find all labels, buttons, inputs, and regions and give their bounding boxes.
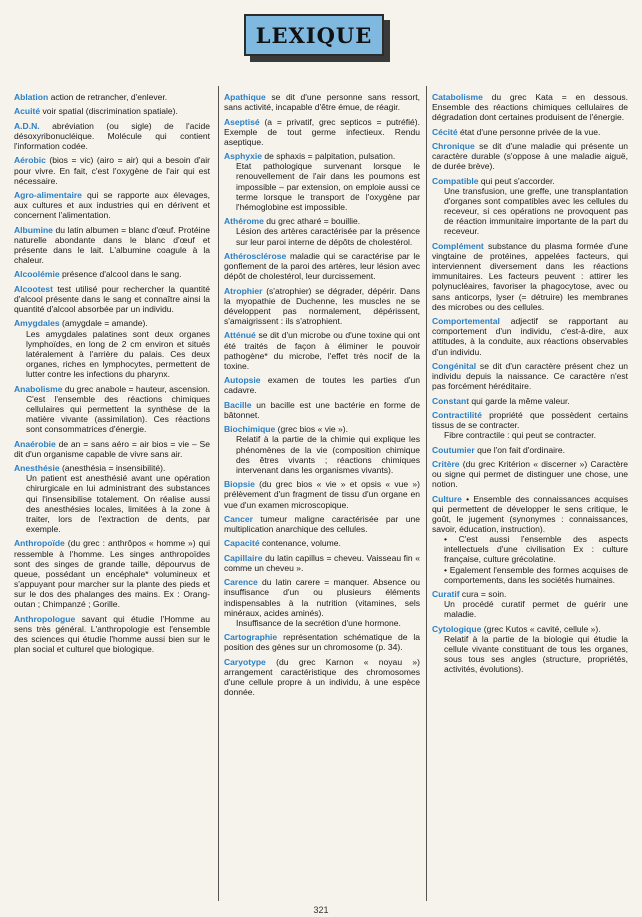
glossary-entry (14, 92, 210, 102)
entry-definition (14, 473, 210, 534)
entry-definition (432, 186, 628, 237)
glossary-entry (432, 410, 628, 440)
entry-definition (224, 92, 420, 112)
entry-text: du latin albumen = blanc d'œuf. Protéine naturelle abondante dans le blanc d'œuf et présente dans le lait. L'albumine coagule à la chaleur. (14, 224, 211, 266)
entry-text: propriété que possèdent certains tissus de se contracter. (432, 409, 628, 431)
entry-term: Caryotype (224, 656, 266, 667)
entry-term: Chronique (432, 141, 475, 151)
entry-text: savant qui étudie l'Homme au sens très général. L'anthropologie est l'ensemble des sciences qui étudie l'homme aussi bien sur le plan social et culturel que biologique. (14, 613, 210, 655)
entry-term: Bacille (224, 399, 252, 410)
entry-text: test utilisé pour rechercher la quantité d'alcool présente dans le sang et connaître ainsi la quantité d'alcool absorbée par un individu. (14, 283, 211, 315)
glossary-entry (432, 241, 628, 312)
entry-definition (432, 430, 628, 440)
glossary-column-3 (432, 92, 628, 679)
entry-definition (224, 117, 420, 147)
entry-term: Asphyxie (224, 151, 263, 162)
entry-term: Curatif (432, 589, 460, 600)
entry-definition (432, 565, 628, 585)
entry-term: Comportemental (432, 316, 500, 327)
entry-definition (432, 241, 628, 312)
column-divider (426, 86, 427, 901)
entry-text: • C'est aussi l'ensemble des aspects intellectuels d'une civilisation Ex : culture française, culture grécolatine. (444, 534, 628, 565)
entry-term: Anabolisme (14, 383, 63, 394)
entry-term: Anthropologue (14, 613, 76, 624)
glossary-entry (432, 92, 628, 122)
entry-definition (224, 514, 420, 534)
entry-term: Cancer (224, 513, 253, 524)
entry-definition (14, 190, 210, 220)
entry-definition (224, 251, 420, 281)
entry-term: Anthropoïde (14, 538, 65, 549)
entry-text: présence d'alcool dans le sang. (61, 269, 182, 280)
entry-text: tumeur maligne caractérisée par une multiplication anarchique des cellules. (224, 513, 420, 534)
entry-term: Contractilité (432, 409, 482, 420)
entry-text: (s'atrophier) se dégrader, dépérir. Dans la myopathie de Duchenne, les muscles ne se développent pas normalement, dépérissent, s'amaigrissent : ils s'atrophient. (224, 285, 420, 327)
glossary-entry (224, 117, 420, 147)
entry-definition (14, 614, 210, 655)
entry-term: Alcootest (14, 283, 53, 294)
page-title: LEXIQUE (255, 22, 373, 48)
entry-term: Anesthésie (14, 463, 60, 474)
glossary-entry (14, 121, 210, 151)
entry-definition (14, 269, 210, 279)
glossary-entry (224, 632, 420, 652)
entry-definition (432, 176, 628, 186)
entry-text: abréviation (ou sigle) de l'acide désoxyribonucléique. Molécule qui contient l'information codée. (14, 120, 211, 151)
glossary-entry (14, 538, 210, 609)
entry-definition (432, 634, 628, 675)
glossary-entry (14, 384, 210, 435)
entry-definition (432, 92, 628, 122)
entry-text: Etat pathologique survenant lorsque le renouvellement de l'air dans les poumons est impossible – par extension, on emploie aussi ce terme lorsque le transport de l'oxygène par l'hémoglobine est impossible. (236, 161, 420, 212)
entry-text: que l'on fait d'ordinaire. (477, 444, 565, 455)
entry-term: Autopsie (224, 375, 261, 386)
entry-definition (224, 618, 420, 628)
entry-text: se dit d'un caractère présent chez un individu depuis la naissance. Ce caractère n'est pas forcément héréditaire. (432, 360, 629, 392)
glossary-entry (432, 176, 628, 237)
glossary-entry (224, 151, 420, 212)
entry-text: maladie qui se caractérise par le gonflement de la paroi des artères, leur lésion avec dépôt de cholestérol, leur durcissement. (224, 250, 420, 282)
entry-text: (bios = vic) (airo = air) qui a besoin d'air pour vivre. En fait, c'est l'oxygène de l'air qui est nécessaire. (14, 155, 211, 186)
entry-definition (14, 439, 210, 459)
glossary-entry (14, 155, 210, 185)
entry-text: du grec Kata = en dessous. Ensemble des réactions chimiques cellulaires de dégradation dont certaines produisent de l'énergie. (432, 92, 629, 123)
glossary-entry (432, 494, 628, 585)
entry-text: se dit d'une personne sans ressort, sans activité, incapable d'être émue, de réagir. (224, 92, 421, 113)
glossary-entry (224, 92, 420, 112)
glossary-entry (224, 424, 420, 475)
entry-term: Ablation (14, 92, 49, 102)
entry-text: qui se rapporte aux élevages, aux cultures et aux industries qui en dérivent et concernent l'alimentation. (14, 190, 210, 221)
entry-definition (224, 161, 420, 212)
entry-definition (224, 330, 420, 371)
entry-term: Alcoolémie (14, 269, 60, 280)
entry-text: voir spatial (discrimination spatiale). (42, 106, 178, 117)
glossary-entry (432, 141, 628, 171)
entry-term: Athérome (224, 216, 264, 227)
entry-text: • Egalement l'ensemble des formes acquises de comportements, dans les sociétés humaines. (444, 564, 628, 585)
glossary-entry (14, 463, 210, 534)
entry-definition (224, 226, 420, 246)
entry-term: Apathique (224, 92, 266, 102)
glossary-entry (224, 657, 420, 698)
entry-definition (432, 316, 628, 357)
entry-text: Les amygdales palatines sont deux organes lymphoïdes, en long de 2 cm environ et situés latéralement à l'arrière du palais. Ces deux organes, riches en lymphocytes, permettent de lutter contre les infections du pharynx. (26, 328, 210, 380)
entry-term: Cartographie (224, 632, 278, 643)
entry-text: Insuffisance de la secrétion d'une hormone. (236, 617, 401, 628)
entry-term: A.D.N. (14, 120, 40, 131)
entry-term: Capacité (224, 538, 260, 549)
entry-definition (432, 141, 628, 171)
entry-text: (a = privatif, grec septicos = putréfié). Exemple de tout germe infectieux. Rendu aseptique. (224, 116, 421, 147)
glossary-entry (432, 316, 628, 357)
page-title-box (244, 14, 384, 56)
entry-text: Relatif à la partie de la chimie qui explique les phénomènes de la vie (composition chimique des êtres vivants ; réactions chimiques intervenant dans les organismes vivants). (236, 434, 420, 475)
glossary-entry (224, 216, 420, 246)
entry-text: • Ensemble des connaissances acquises qui permettent de développer le sens critique, le goût, le jugement (synonymes : connaissances, savoir, éducation, instruction). (432, 493, 628, 534)
glossary-entry (14, 225, 210, 266)
entry-definition (224, 216, 420, 226)
entry-text: du grec anabole = hauteur, ascension. (64, 383, 210, 394)
glossary-entry (224, 400, 420, 420)
entry-text: (anesthésia = insensibilité). (61, 463, 166, 474)
entry-term: Carence (224, 577, 258, 588)
glossary-entry (224, 553, 420, 573)
entry-term: Aseptisé (224, 116, 260, 127)
glossary-entry (14, 190, 210, 220)
glossary-entry (14, 269, 210, 279)
entry-text: Une transfusion, une greffe, une transplantation d'organes sont compatibles avec les cellules du receveur, si ces opérations ne provoquent pas de réaction immunitaire importante de la part du receveur. (444, 185, 628, 237)
glossary-entry (14, 106, 210, 116)
entry-term: Atrophier (224, 285, 263, 296)
entry-definition (14, 121, 210, 151)
entry-text: (du grec Kritérion « discerner ») Caractère ou signe qui permet de distinguer une chose, une notion. (432, 458, 628, 490)
entry-definition (14, 106, 210, 116)
glossary-column-1 (14, 92, 210, 658)
entry-text: cura = soin. (461, 589, 507, 600)
glossary-entry (432, 361, 628, 391)
entry-text: état d'une personne privée de la vue. (460, 126, 601, 137)
glossary-entry (432, 624, 628, 675)
entry-definition (224, 577, 420, 618)
entry-text: du grec atharé = bouillie. (266, 216, 361, 227)
entry-term: Amygdales (14, 318, 60, 329)
entry-term: Cytologique (432, 623, 482, 634)
page-number: 321 (313, 905, 329, 915)
entry-definition (224, 632, 420, 652)
glossary-entry (224, 577, 420, 628)
entry-text: action de retrancher, d'enlever. (50, 92, 168, 102)
entry-text: se dit d'une maladie qui présente un caractère durable (s'oppose à une maladie aiguë, de durée brève). (432, 141, 628, 172)
entry-definition (14, 463, 210, 473)
entry-definition (432, 624, 628, 634)
entry-definition (224, 424, 420, 434)
entry-term: Critère (432, 458, 460, 469)
entry-text: Relatif à la partie de la biologie qui étudie la cellule vivante constituant de tous les organes, sous tous ses angles (structure, propriétés, activités, évolutions). (444, 633, 628, 675)
glossary-entry (14, 318, 210, 379)
glossary-entry (224, 251, 420, 281)
entry-definition (432, 410, 628, 430)
entry-term: Cécité (432, 126, 458, 137)
entry-definition (224, 434, 420, 475)
entry-definition (224, 151, 420, 161)
entry-term: Coutumier (432, 444, 475, 455)
entry-definition (432, 589, 628, 599)
entry-text: (du grec Karnon « noyau ») arrangement caractéristique des chromosomes d'une cellule propre à un individu, à une espèce donnée. (224, 656, 421, 698)
entry-term: Albumine (14, 224, 53, 235)
entry-term: Congénital (432, 360, 477, 371)
entry-term: Acuité (14, 106, 41, 117)
column-divider (218, 86, 219, 901)
glossary-entry (224, 330, 420, 371)
entry-term: Anaérobie (14, 438, 56, 449)
entry-definition (432, 459, 628, 489)
entry-definition (14, 318, 210, 328)
entry-term: Complément (432, 240, 484, 251)
entry-text: C'est l'ensemble des réactions chimiques cellulaires qui permettent la synthèse de la matière vivante (assimilation). Ces réactions sont consommatrices d'énergie. (26, 393, 210, 435)
entry-definition (14, 394, 210, 435)
entry-definition (14, 384, 210, 394)
glossary-entry (14, 439, 210, 459)
glossary-entry (224, 375, 420, 395)
entry-text: adjectif se rapportant au comportement d'un individu, c'est-à-dire, aux attitudes, à la conduite, aux réactions observables d'un individu. (432, 316, 628, 357)
entry-term: Biopsie (224, 479, 255, 490)
entry-definition (224, 538, 420, 548)
glossary-entry (432, 396, 628, 406)
glossary-entry (432, 445, 628, 455)
entry-definition (224, 479, 420, 509)
entry-term: Catabolisme (432, 92, 483, 102)
entry-text: un bacille est une bactérie en forme de bâtonnet. (224, 399, 421, 420)
glossary-entry (224, 286, 420, 327)
entry-definition (432, 127, 628, 137)
entry-definition (14, 538, 210, 609)
entry-definition (224, 657, 420, 698)
entry-text: (grec Kutos « cavité, cellule »). (483, 623, 601, 634)
entry-text: du latin capillus = cheveu. Vaisseau fin « comme un cheveu ». (224, 552, 421, 573)
entry-definition (14, 329, 210, 380)
entry-term: Agro-alimentaire (14, 190, 82, 200)
entry-definition (14, 92, 210, 102)
entry-definition (14, 284, 210, 314)
entry-definition (432, 361, 628, 391)
glossary-entry (432, 459, 628, 489)
glossary-entry (14, 614, 210, 655)
entry-text: représentation schématique de la position des gènes sur un chromosome (p. 34). (224, 632, 421, 653)
entry-text: (du grec : anthrôpos « homme ») qui ressemble à l'homme. Les singes anthropoïdes sont des singes de grande taille, dépourvus de queue, possédant un encéphale* volumineux et s'appuyant pour marcher sur la plante des pieds et sur le dos des phalanges des mains. Ex : Orang-outan ; Chimpanzé ; Gorille. (14, 538, 211, 610)
entry-definition (224, 286, 420, 327)
glossary-entry (224, 479, 420, 509)
entry-text: substance du plasma formée d'une vingtaine de protéines, appelées facteurs, qui interviennent diversement dans les réactions immunitaires. Les facteurs peuvent : attirer les polynucléaires, favoriser la phagocytose, avec ou sans anticorps, lyser (= détruire) les membranes des microbes ou des cellules. (432, 240, 629, 312)
entry-definition (224, 375, 420, 395)
entry-definition (224, 400, 420, 420)
entry-definition (432, 599, 628, 619)
entry-text: se dit d'un microbe ou d'une toxine qui ont été traités de façon à éliminer le pouvoir pathogène* du microbe, l'effet très nocif de la toxine. (224, 330, 420, 371)
glossary-entry (432, 589, 628, 619)
entry-term: Culture (432, 493, 462, 504)
entry-term: Aérobic (14, 155, 46, 166)
entry-definition (432, 494, 628, 535)
entry-text: Fibre contractile : qui peut se contracter. (444, 430, 597, 441)
entry-term: Atténué (224, 330, 256, 341)
entry-text: (amygdale = amande). (61, 318, 148, 329)
entry-definition (14, 225, 210, 266)
entry-definition (224, 553, 420, 573)
glossary-entry (224, 538, 420, 548)
entry-term: Capillaire (224, 552, 263, 563)
entry-text: Un procédé curatif permet de guérir une maladie. (444, 599, 628, 620)
entry-text: contenance, volume. (262, 538, 341, 549)
glossary-column-2 (224, 92, 420, 701)
glossary-entry (224, 514, 420, 534)
glossary-entry (14, 284, 210, 314)
entry-text: qui peut s'accorder. (480, 175, 555, 186)
entry-text: examen de toutes les parties d'un cadavre. (224, 375, 420, 396)
entry-definition (14, 155, 210, 185)
entry-term: Biochimique (224, 424, 276, 435)
entry-text: Un patient est anesthésié avant une opération chirurgicale en lui administrant des substances qui l'insensibilise totalement. On réalise aussi des anesthésies locales, limitées à la zone à traiter, lors de l'extraction de dents, par exemple. (26, 473, 210, 534)
entry-definition (432, 534, 628, 564)
entry-text: Lésion des artères caractérisée par la présence sur leur paroi interne de dépôts de cholestérol. (236, 226, 420, 247)
entry-definition (432, 396, 628, 406)
entry-text: (du grec bios « vie » et opsis « vue ») prélèvement d'un fragment de tissu d'un organe en vue d'un examen microscopique. (224, 479, 420, 510)
entry-text: de sphaxis = palpitation, pulsation. (264, 151, 396, 162)
glossary-entry (432, 127, 628, 137)
entry-text: qui garde la même valeur. (471, 395, 570, 406)
entry-text: de an = sans aéro = air bios = vie – Se dit d'un organisme capable de vivre sans air. (14, 438, 210, 459)
entry-definition (432, 445, 628, 455)
entry-text: du latin carere = manquer. Absence ou insuffisance d'un ou plusieurs éléments indispensables à la nutrition (vitamines, sels minéraux, acides aminés). (224, 577, 420, 618)
entry-term: Athérosclérose (224, 250, 287, 261)
entry-term: Compatible (432, 175, 479, 186)
entry-text: (grec bios « vie »). (277, 424, 348, 435)
entry-term: Constant (432, 395, 470, 406)
